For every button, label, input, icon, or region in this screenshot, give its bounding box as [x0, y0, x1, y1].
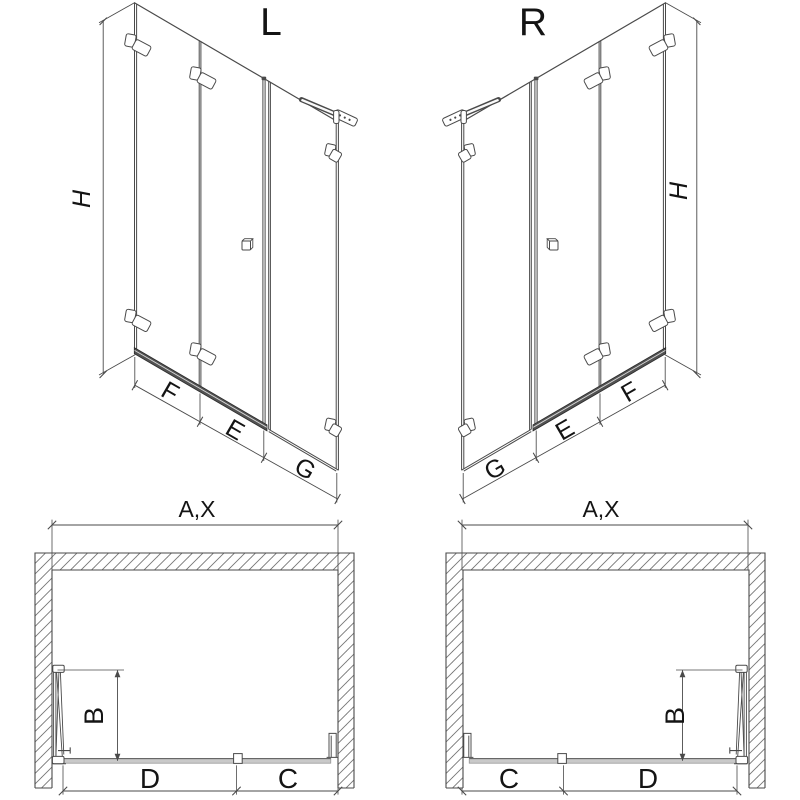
variant-label-right: R [518, 1, 548, 44]
height-dim-label-right: H [665, 181, 693, 201]
panel-e-dim-label-left: E [220, 413, 250, 447]
variant-label-left: L [260, 1, 282, 44]
panel-f-dim-label-right: F [616, 376, 644, 409]
panel-g-dim-label-right: G [479, 452, 511, 487]
plan-left-walls [35, 553, 354, 788]
panel-e-dim-label-right: E [550, 413, 580, 447]
door-span-dim-label-left: D [139, 763, 161, 794]
fixed-span-dim-label-right: C [498, 763, 520, 794]
total-width-dim-label-left: A,X [178, 496, 216, 522]
panel-g-dim-label-left: G [289, 452, 321, 487]
plan-right-walls [446, 553, 765, 788]
depth-dim-label-right: B [660, 706, 690, 726]
depth-dim-label-left: B [79, 706, 109, 726]
panel-f-dim-label-left: F [156, 376, 184, 409]
total-width-dim-label-right: A,X [582, 496, 620, 522]
door-span-dim-label-right: D [637, 763, 659, 794]
fixed-span-dim-label-left: C [277, 763, 299, 794]
height-dim-label-left: H [68, 189, 96, 209]
